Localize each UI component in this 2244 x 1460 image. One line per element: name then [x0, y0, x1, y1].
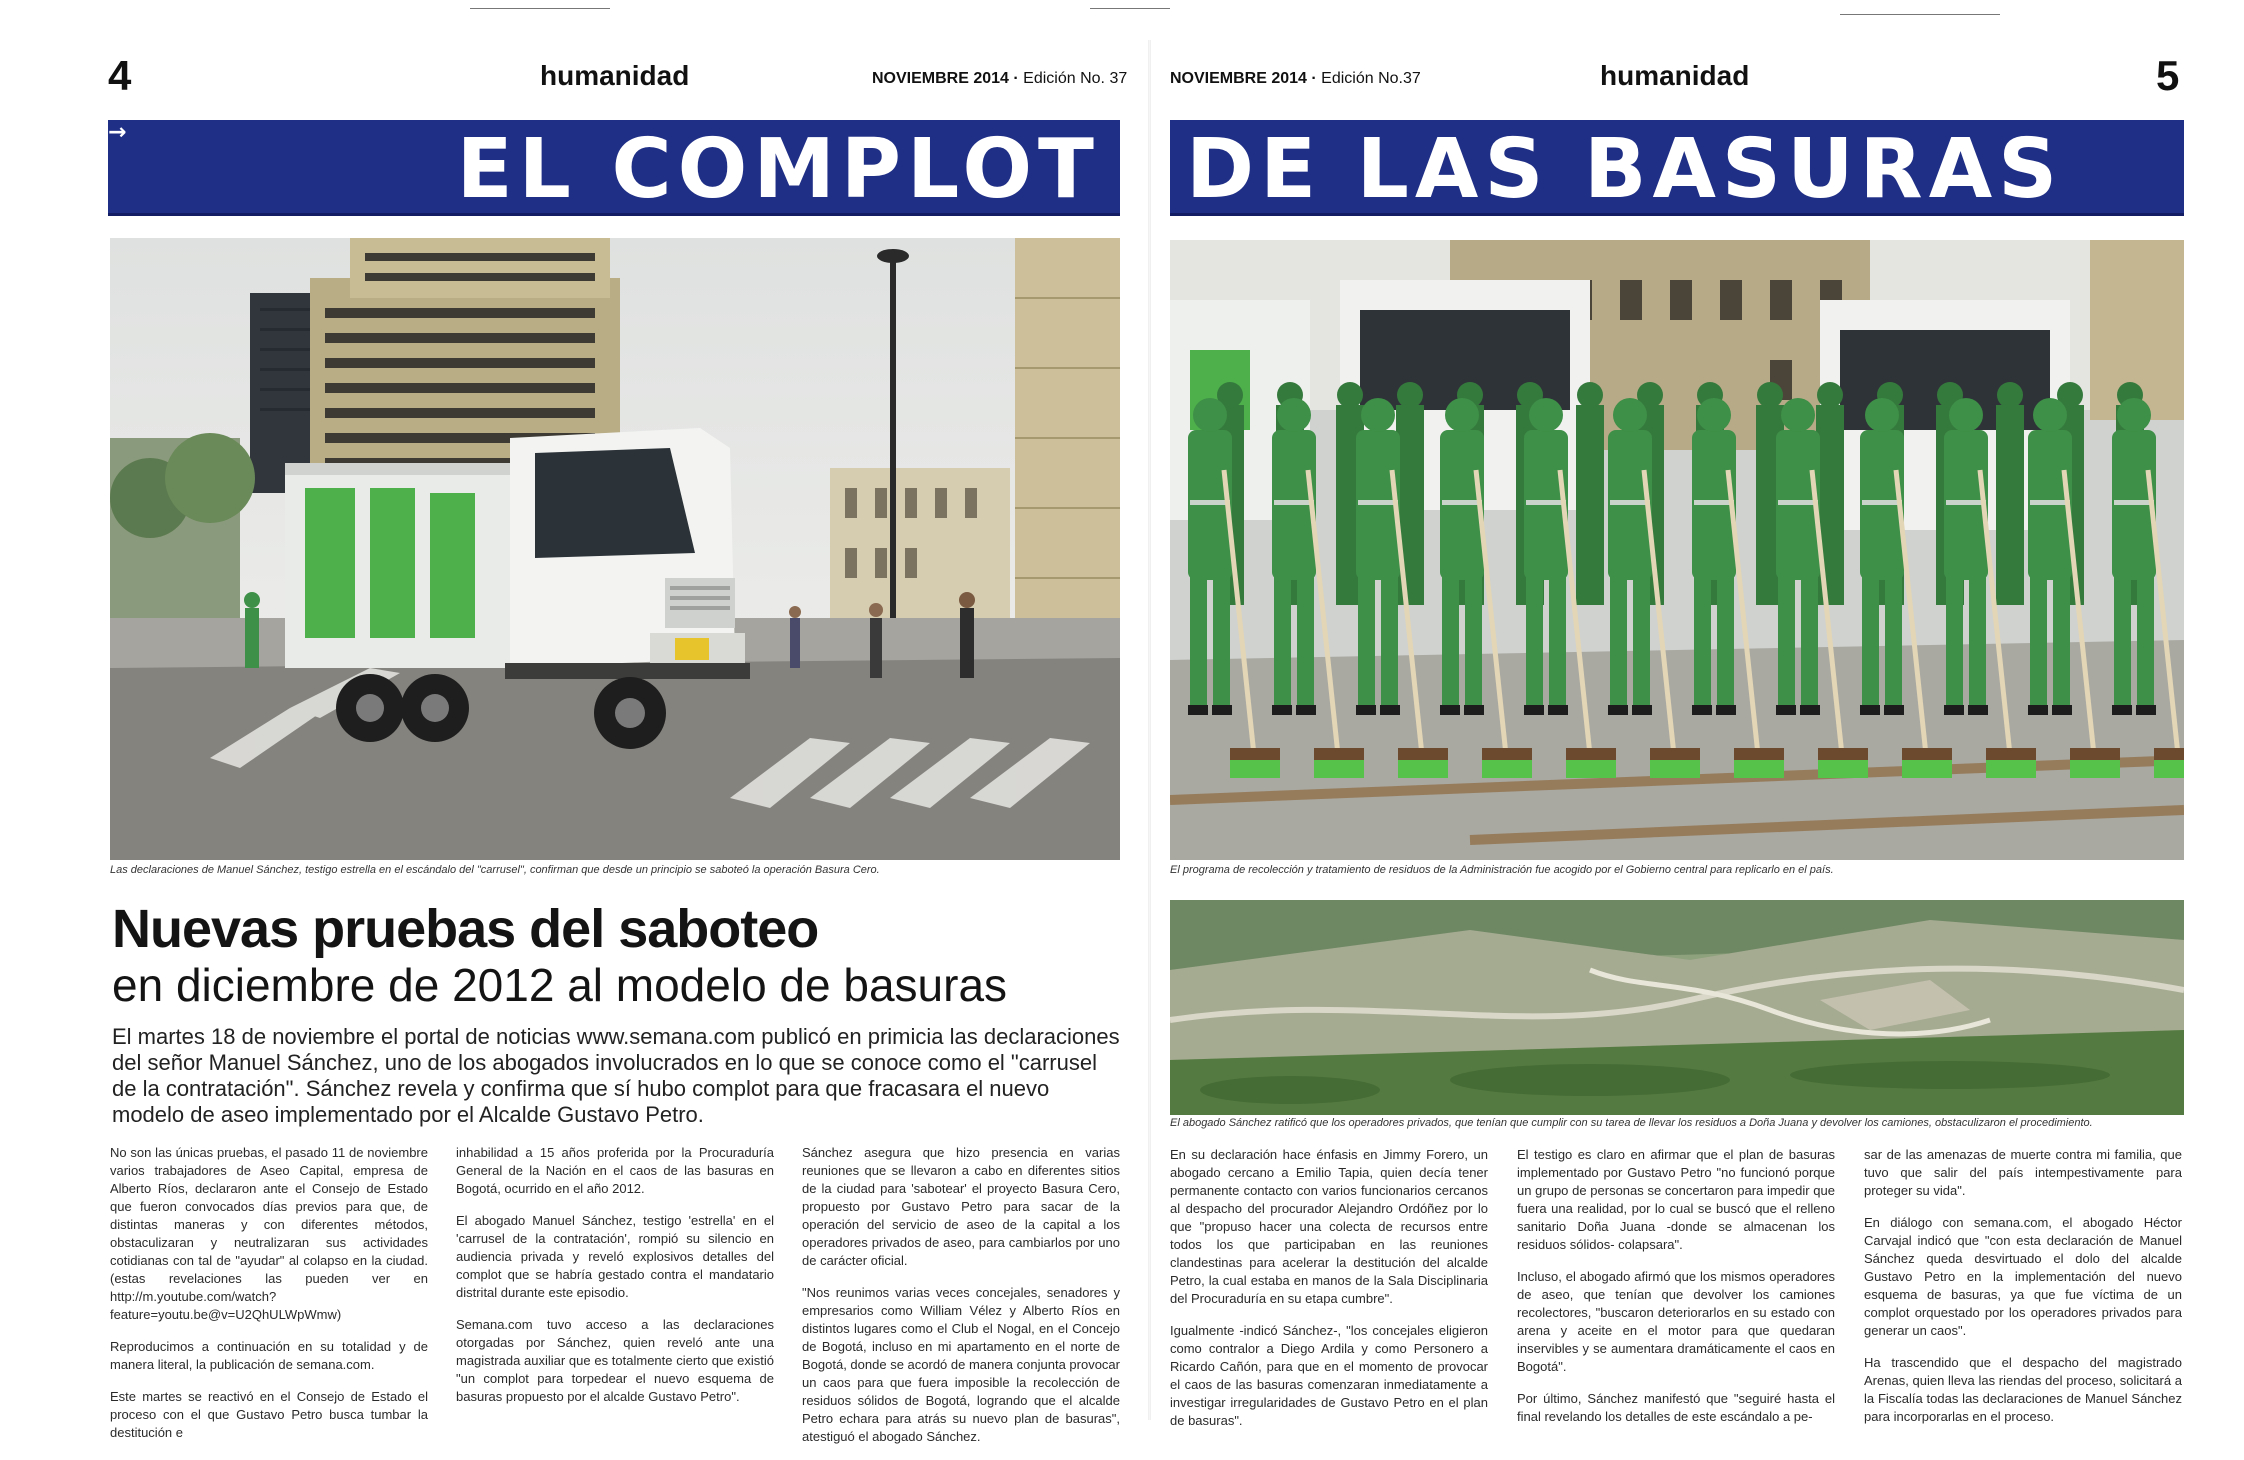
body-column	[456, 1144, 774, 1420]
right-page	[1150, 0, 2244, 1440]
page-number: 4	[108, 52, 132, 99]
worker-figure	[1996, 382, 2024, 605]
body-paragraph: No son las únicas pruebas, el pasado 11 de noviembre varios trabajadores de Aseo Capital, empresa de Alberto Ríos, declararon ante el Consejo de Estado que fueron convocados días previos para que, de distintas maneras y con diferentes métodos, obstaculizaran y neutralizaran sus actividades cotidianas con tal de "ayudar" al colapso en la ciudad. (estas revelaciones las pueden ver en http://m.youtube.com/watch?feature=youtu.be@v=U2QhULWpWmw)	[110, 1145, 428, 1322]
landscape-illustration	[1170, 900, 2184, 1115]
garbage-truck-illustration	[110, 238, 1120, 860]
section-name: humanidad	[1600, 60, 1750, 91]
landfill-landscape-photo	[1170, 900, 2184, 1115]
body-paragraph: Por último, Sánchez manifestó que "seguiré hasta el final revelando los detalles de este escándalo a pe-	[1517, 1391, 1835, 1424]
body-column	[1170, 1146, 1488, 1444]
article-lead: El martes 18 de noviembre el portal de noticias www.semana.com publicó en primicia las declaraciones del señor Manuel Sánchez, uno de los abogados involucrados en lo que se conoce como el "carrusel de la contratación". Sánchez revela y confirma que sí hubo complot para que fracasara el nuevo modelo de aseo implementado por el Alcalde Gustavo Petro.	[112, 1024, 1120, 1127]
sanitation-workers-photo	[1170, 240, 2184, 860]
photo-caption: El abogado Sánchez ratificó que los operadores privados, que tenían que cumplir con su tarea de llevar los residuos a Doña Juana y devolver los camiones, obstaculizaron el procedimiento.	[1170, 1117, 2093, 1129]
edition-number: Edición No.37	[1321, 70, 1421, 87]
arrow-right-icon: →	[108, 120, 127, 145]
article-title: Nuevas pruebas del saboteo	[112, 899, 819, 959]
body-column	[110, 1144, 428, 1456]
date-separator: ·	[1013, 70, 1019, 87]
issue-date-line	[1170, 70, 1421, 88]
body-column	[1517, 1146, 1835, 1440]
body-paragraph: Reproducimos a continuación en su totalidad y de manera literal, la publicación de semana.com.	[110, 1339, 428, 1372]
worker-figure	[1576, 382, 1604, 605]
body-paragraph: En diálogo con semana.com, el abogado Héctor Carvajal indicó que "con esta declaración de Manuel Sánchez queda desvirtuado el dolo del alcalde Gustavo Petro en la implementación del nuevo esquema de basuras, ya que fue víctima de un complot orquestado por los operadores privados para generar un caos".	[1864, 1215, 2182, 1338]
section-name: humanidad	[540, 60, 690, 91]
body-paragraph: Incluso, el abogado afirmó que los mismos operadores de aseo, que tenían que devolver los camiones recolectores, "buscaron deteriorarlos en su estado con arena y aceite en el motor para que quedaran inservibles y se aumentara dramáticamente el caos en Bogotá".	[1517, 1269, 1835, 1374]
body-column	[1864, 1146, 2182, 1440]
issue-date: NOVIEMBRE 2014	[872, 70, 1009, 87]
headline-banner	[1170, 120, 2184, 216]
body-paragraph: El abogado Manuel Sánchez, testigo 'estrella' en el 'carrusel de la contratación', rompió su silencio en audiencia privada y reveló explosivos detalles del complot que se habría gestado contra el mandatario distrital durante este episodio.	[456, 1213, 774, 1300]
issue-date: NOVIEMBRE 2014	[1170, 70, 1307, 87]
body-paragraph: Semana.com tuvo acceso a las declaraciones otorgadas por Sánchez, quien reveló ante una magistrada auxiliar que es totalmente cierto que existió "un complot para torpedear el nuevo esquema de basuras propuesto por el alcalde Gustavo Petro".	[456, 1317, 774, 1404]
body-paragraph: Este martes se reactivó en el Consejo de Estado el proceso con el que Gustavo Petro busca tumbar la destitución e	[110, 1389, 428, 1440]
article-subtitle: en diciembre de 2012 al modelo de basuras	[112, 959, 1008, 1011]
issue-date-line	[872, 70, 1127, 88]
photo-caption: Las declaraciones de Manuel Sánchez, testigo estrella en el escándalo del "carrusel", confirman que desde un principio se saboteó la operación Basura Cero.	[110, 864, 880, 876]
body-paragraph: sar de las amenazas de muerte contra mi familia, que tuvo que salir del país intempestivamente para proteger su vida".	[1864, 1147, 2182, 1198]
body-column	[802, 1144, 1120, 1460]
banner-headline: DE LAS BASURAS	[1186, 122, 2064, 216]
body-paragraph: Sánchez asegura que hizo presencia en varias reuniones que se llevaron a cabo en diferentes sitios de la ciudad para 'sabotear' el proyecto Basura Cero, propuesto por Gustavo Petro para sacar de la operación del servicio de aseo de la capital a los operadores privados de aseo, para cambiarlos por uno de carácter oficial.	[802, 1145, 1120, 1268]
body-paragraph: En su declaración hace énfasis en Jimmy Forero, un abogado cercano a Emilio Tapia, quien decía tener permanente contacto con varios funcionarios cercanos al despacho del procurador Alejandro Ordóñez por lo que "propuso hacer una colecta de recursos entre todos los que participaban en las reuniones clandestinas para acelerar la destitución del alcalde Petro, la cual estaba en manos de la Sala Disciplinaria del Procuraduría en su etapa cumbre".	[1170, 1147, 1488, 1306]
workers-illustration	[1170, 240, 2184, 860]
page-number: 5	[2156, 52, 2180, 99]
date-separator: ·	[1311, 70, 1317, 87]
photo-caption: El programa de recolección y tratamiento de residuos de la Administración fue acogido por el Gobierno central para replicarlo en el país.	[1170, 864, 1834, 876]
body-paragraph: Igualmente -indicó Sánchez-, "los concejales eligieron como contralor a Diego Ardila y como Personero a Ricardo Cañón, para que en el momento de provocar el caos de las basuras comenzaran inmediatamente a investigar irregularidades de Gustavo Petro en el plan de basuras".	[1170, 1323, 1488, 1428]
headline-banner	[108, 120, 1120, 216]
banner-headline: EL COMPLOT	[456, 122, 1100, 216]
edition-number: Edición No. 37	[1023, 70, 1128, 87]
body-paragraph: "Nos reunimos varias veces concejales, senadores y empresarios como William Vélez y Alberto Ríos en distintos lugares como el Club el Nogal, en el Concejo de Bogotá, incluso en mi apartamento en el norte de Bogotá, donde se acordó de manera conjunta provocar un caos para que fuera imposible la recolección de residuos sólidos de Bogotá, logrando que el alcalde Petro echara para atrás su nuevo plan de basuras", atestiguó el abogado Sánchez.	[802, 1285, 1120, 1444]
body-paragraph: El testigo es claro en afirmar que el plan de basuras implementado por Gustavo Petro "no funcionó porque un grupo de personas se concertaron para impedir que fuera una realidad, por lo cual se buscó que el relleno sanitario Doña Juana -donde se almacenan los residuos sólidos- colapsara".	[1517, 1147, 1835, 1252]
garbage-truck-photo	[110, 238, 1120, 860]
body-paragraph: inhabilidad a 15 años proferida por la Procuraduría General de la Nación en el caos de las basuras en Bogotá, ocurrido en el año 2012.	[456, 1145, 774, 1196]
body-paragraph: Ha trascendido que el despacho del magistrado Arenas, quien lleva las riendas del proceso, solicitará a la Fiscalía todas las declaraciones de Manuel Sánchez para incorporarlas en el proceso.	[1864, 1355, 2182, 1424]
